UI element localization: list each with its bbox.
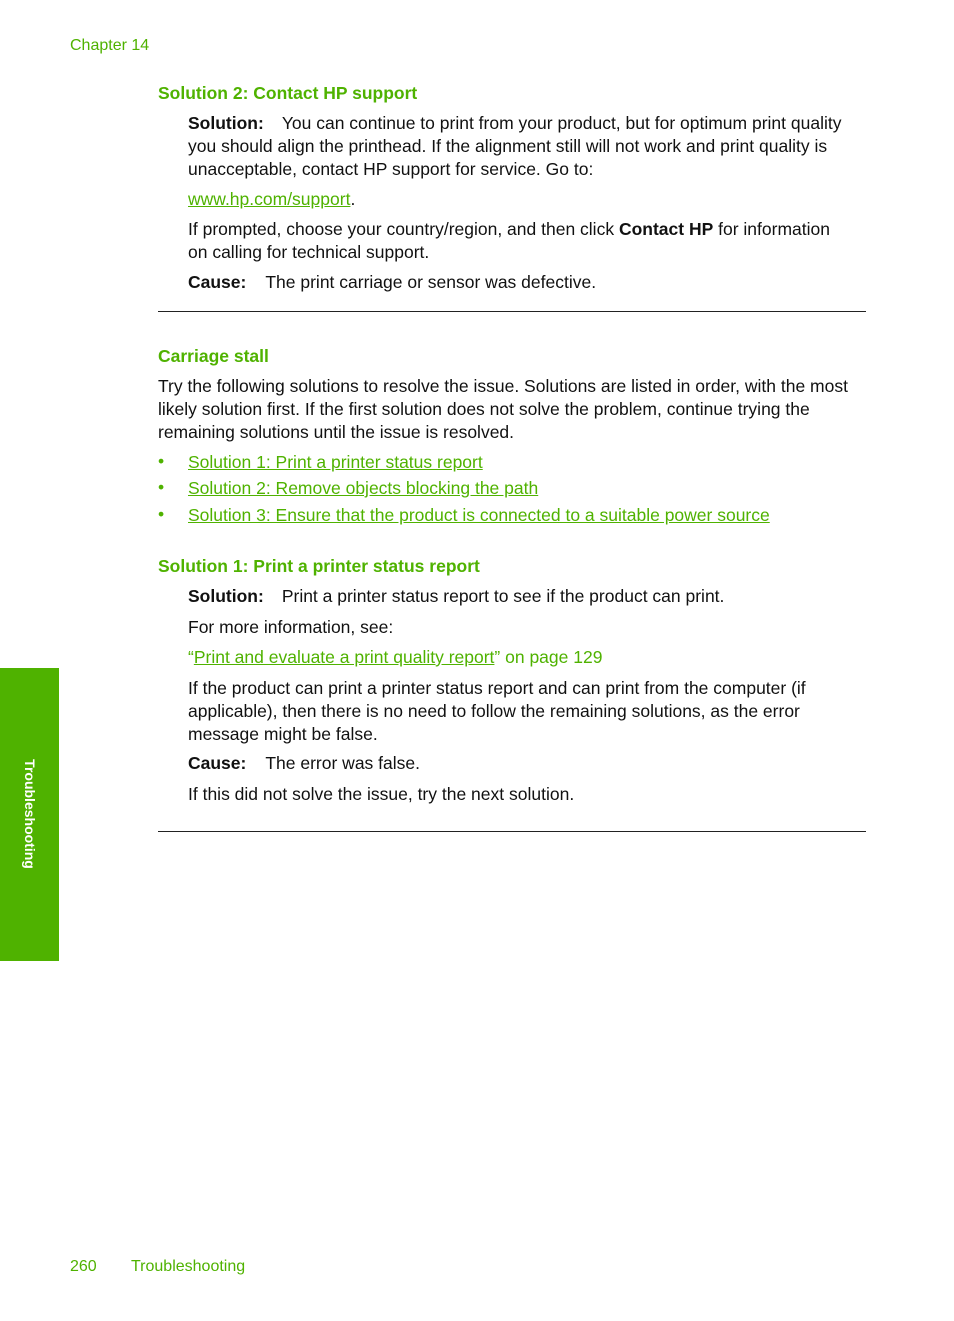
solution-2-paragraph — [188, 585, 724, 608]
bullet-mark-1: • — [158, 451, 165, 471]
next-solution-text: If this did not solve the issue, try the next solution. — [188, 784, 575, 804]
solution-line-3: unacceptable, contact HP support for service. Go to: — [188, 159, 594, 179]
cause-label: Cause: — [188, 272, 247, 292]
bullet-mark-3: • — [158, 504, 165, 524]
section-heading-carriage-stall: Carriage stall — [158, 346, 269, 366]
section-heading-contact-hp: Solution 2: Contact HP support — [158, 83, 418, 103]
body-paragraph — [188, 677, 806, 746]
bullet-mark-2: • — [158, 477, 165, 497]
reference-open-quote: “ — [188, 647, 194, 667]
support-link-suffix: . — [350, 189, 356, 209]
contact-hp-label: Contact HP — [618, 219, 714, 239]
intro-paragraph — [158, 375, 848, 444]
solution-line-2: you should align the printhead. If the alignment still will not work and print quality is — [188, 136, 828, 156]
support-link-line — [188, 188, 355, 211]
intro-line-1: Try the following solutions to resolve the issue. Solutions are listed in order, with the most — [158, 376, 848, 396]
cause-2-paragraph — [188, 752, 420, 775]
solution-paragraph — [188, 112, 841, 181]
cause-2-text: The error was false. — [265, 753, 420, 773]
prompt-text-after: for information — [713, 219, 830, 239]
divider-2 — [158, 831, 866, 832]
prompt-text-before: If prompted, choose your country/region, and then click — [188, 219, 619, 239]
reference-page: ” on page 129 — [494, 647, 603, 667]
cause-text: The print carriage or sensor was defective. — [265, 272, 597, 292]
cause-paragraph — [188, 271, 596, 294]
body-line-2: applicable), then there is no need to follow the remaining solutions, as the error — [188, 701, 800, 721]
prompt-line-2: on calling for technical support. — [188, 242, 430, 262]
bullet-link-solution-1[interactable]: Solution 1: Print a printer status report — [188, 452, 483, 472]
solution-label: Solution: — [188, 113, 264, 133]
divider-1 — [158, 311, 866, 312]
body-line-3: message might be false. — [188, 724, 378, 744]
more-info-text: For more information, see: — [188, 617, 394, 637]
section-heading-status-report: Solution 1: Print a printer status report — [158, 556, 480, 576]
intro-line-2: likely solution first. If the first solution does not solve the problem, continue trying the — [158, 399, 810, 419]
solution-2-label: Solution: — [188, 586, 264, 606]
bullet-link-solution-2[interactable]: Solution 2: Remove objects blocking the path — [188, 478, 539, 498]
cause-2-label: Cause: — [188, 753, 247, 773]
side-tab-label: Troubleshooting — [22, 759, 38, 869]
solution-2-text: Print a printer status report to see if the product can print. — [281, 586, 725, 606]
page-number: 260 — [70, 1258, 97, 1275]
print-quality-report-link[interactable]: Print and evaluate a print quality report — [193, 647, 495, 667]
body-line-1: If the product can print a printer status report and can print from the computer (if — [188, 678, 806, 698]
intro-line-3: remaining solutions until the issue is resolved. — [158, 422, 515, 442]
prompt-paragraph — [188, 218, 830, 264]
footer-section: Troubleshooting — [131, 1258, 246, 1275]
solution-line-1: You can continue to print from your product, but for optimum print quality — [281, 113, 842, 133]
reference-line — [188, 646, 602, 669]
chapter-label: Chapter 14 — [70, 37, 150, 54]
bullet-link-solution-3[interactable]: Solution 3: Ensure that the product is connected to a suitable power source — [188, 505, 770, 525]
side-tab — [0, 668, 59, 961]
hp-support-link[interactable]: www.hp.com/support — [188, 189, 351, 209]
